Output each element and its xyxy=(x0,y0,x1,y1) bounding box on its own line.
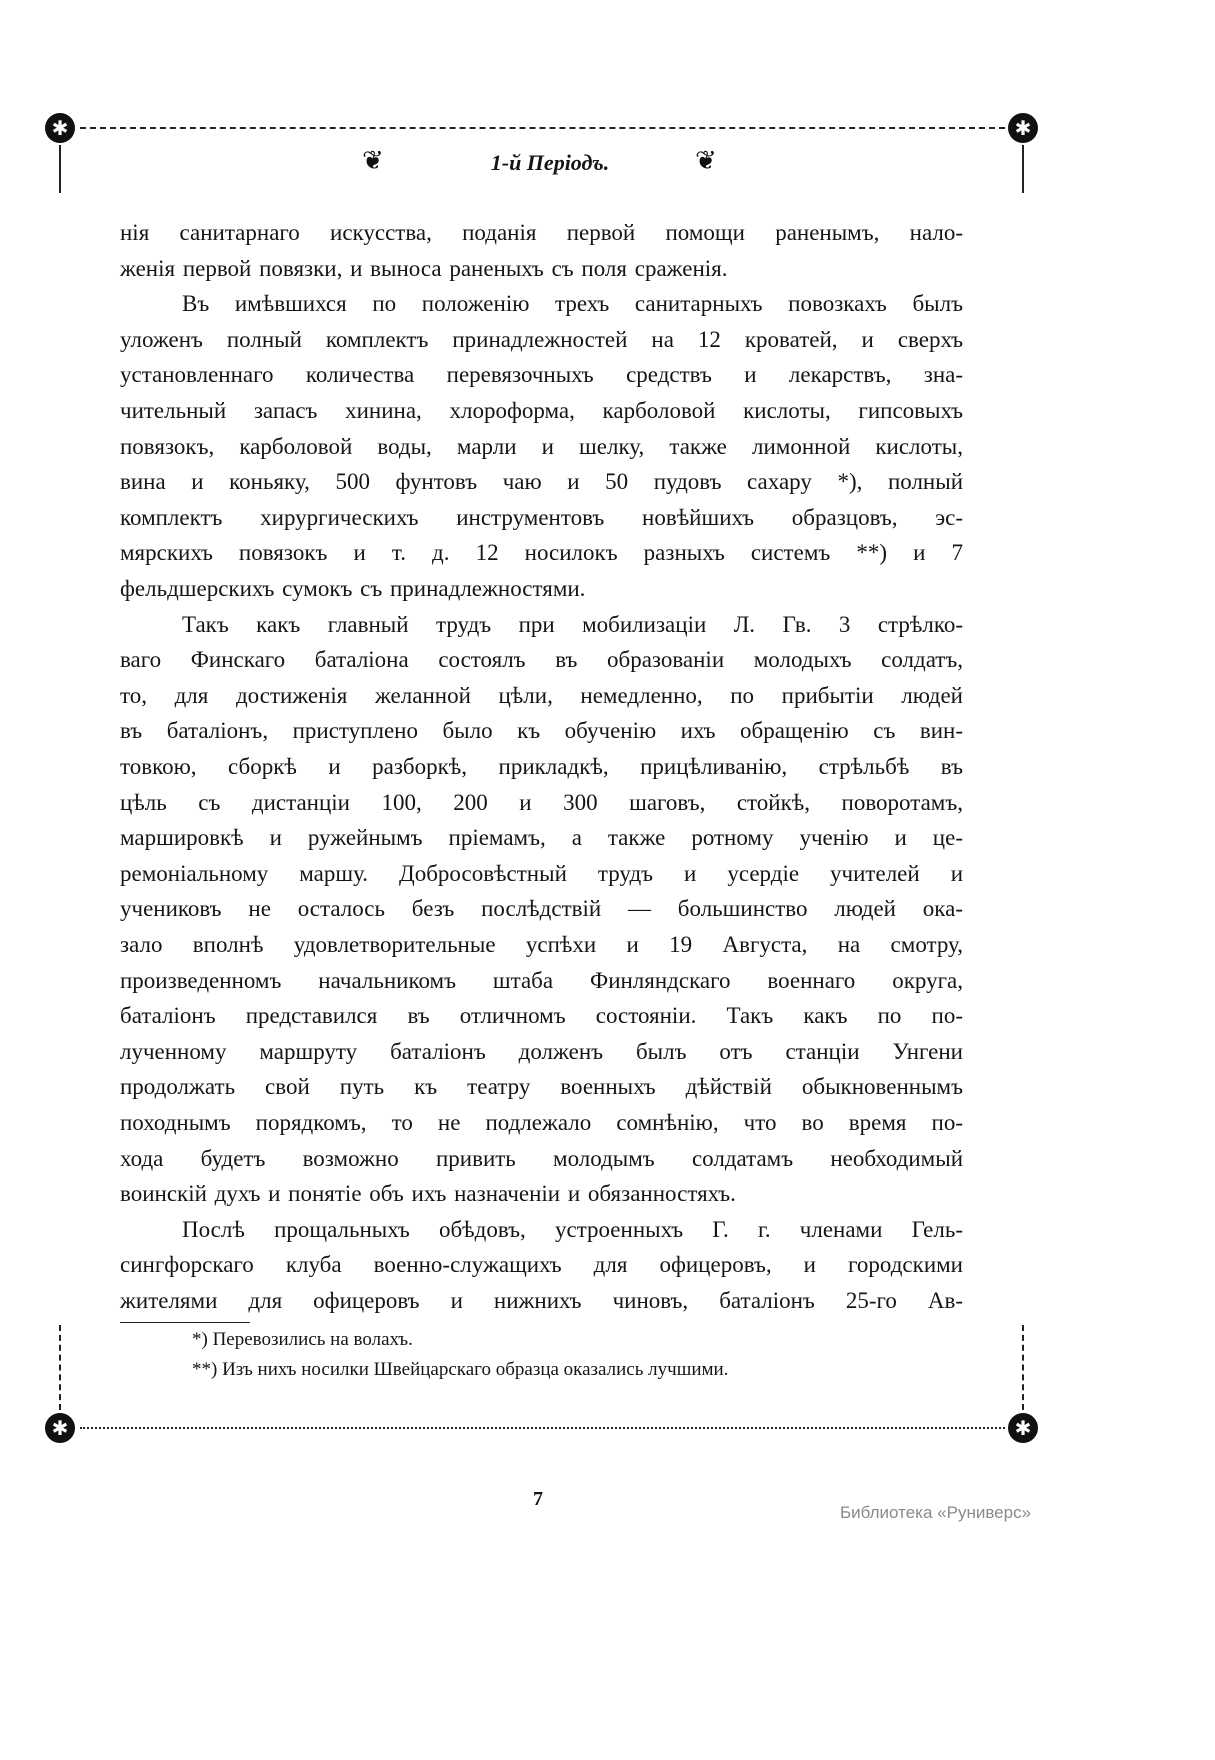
text-line: чительный запасъ хинина, хлороформа, карболовой кислоты, гипсовыхъ xyxy=(120,398,963,423)
text-line: продолжать свой путь къ театру военныхъ дѣйствій обыкновеннымъ xyxy=(120,1074,963,1100)
running-title: 1-й Періодъ. xyxy=(490,150,610,175)
text-line: то, для достиженія желанной цѣли, немедленно, по прибытіи людей xyxy=(120,682,963,708)
text-line: товкою, сборкѣ и разборкѣ, прикладкѣ, прицѣливанію, стрѣльбѣ въ xyxy=(120,754,963,779)
text-line: маршировкѣ и ружейнымъ пріемамъ, а также ротному ученію и це- xyxy=(120,825,963,851)
text-line: учениковъ не осталось безъ послѣдствій — большинство людей ока- xyxy=(120,896,963,922)
rosette-ornament-icon xyxy=(45,113,75,143)
rosette-ornament-icon xyxy=(1008,113,1038,143)
text-line: уложенъ полный комплектъ принадлежностей на 12 кроватей, и сверхъ xyxy=(120,326,963,352)
text-line: цѣль съ дистанціи 100, 200 и 300 шаговъ, стойкѣ, поворотамъ, xyxy=(120,789,963,815)
text-line: баталіонъ представился въ отличномъ состояніи. Такъ какъ по по- xyxy=(120,1003,963,1029)
header-ornament-right-icon: ❦ xyxy=(695,146,717,176)
text-line: произведенномъ начальникомъ штаба Финляндскаго военнаго округа, xyxy=(120,967,963,993)
left-bottom-flourish xyxy=(59,1325,61,1410)
text-line: Въ имѣвшихся по положенію трехъ санитарныхъ повозкахъ былъ xyxy=(182,291,963,317)
text-line: Такъ какъ главный трудъ при мобилизаціи Л. Гв. 3 стрѣлко- xyxy=(182,611,963,637)
text-line: женія первой повязки, и выноса раненыхъ съ поля сраженія. xyxy=(120,255,728,281)
rosette-ornament-icon xyxy=(1008,1413,1038,1443)
rosette-ornament-icon xyxy=(45,1413,75,1443)
text-line: воинскій духъ и понятіе объ ихъ назначеніи и обязанностяхъ. xyxy=(120,1181,736,1207)
bottom-border-rule xyxy=(80,1427,1005,1429)
text-line: повязокъ, карболовой воды, марли и шелку, также лимонной кислоты, xyxy=(120,433,963,459)
footnote: **) Изъ нихъ носилки Швейцарскаго образца оказались лучшими. xyxy=(192,1359,729,1380)
left-top-flourish xyxy=(59,145,61,193)
footnote: *) Перевозились на волахъ. xyxy=(192,1329,413,1350)
text-line: фельдшерскихъ сумокъ съ принадлежностями. xyxy=(120,576,586,601)
text-line: жителями для офицеровъ и нижнихъ чиновъ, баталіонъ 25-го Ав- xyxy=(120,1288,963,1313)
text-line: въ баталіонъ, приступлено было къ обученію ихъ обращенію съ вин- xyxy=(120,718,963,744)
page-number: 7 xyxy=(533,1488,543,1510)
header-ornament-left-icon: ❦ xyxy=(362,146,384,176)
watermark: Библиотека «Руниверс» xyxy=(840,1503,1032,1522)
text-line: лученному маршруту баталіонъ долженъ былъ отъ станціи Унгени xyxy=(120,1038,963,1064)
text-line: зало вполнѣ удовлетворительные успѣхи и 19 Августа, на смотру, xyxy=(120,932,963,957)
text-line: Послѣ прощальныхъ обѣдовъ, устроенныхъ Г. г. членами Гель- xyxy=(182,1216,963,1242)
text-line: походнымъ порядкомъ, то не подлежало сомнѣнію, что во время по- xyxy=(120,1110,963,1135)
text-line: сингфорскаго клуба военно-служащихъ для офицеровъ, и городскими xyxy=(120,1252,963,1278)
top-border-rule xyxy=(80,127,1005,129)
footnote-rule xyxy=(120,1322,250,1323)
text-line: мярскихъ повязокъ и т. д. 12 носилокъ разныхъ системъ **) и 7 xyxy=(120,540,963,566)
text-line: вина и коньяку, 500 фунтовъ чаю и 50 пудовъ сахару *), полный xyxy=(120,469,963,495)
text-line: ремоніальному маршу. Добросовѣстный трудъ и усердіе учителей и xyxy=(120,860,963,886)
text-line: ваго Финскаго баталіона состоялъ въ образованіи молодыхъ солдатъ, xyxy=(120,647,963,673)
right-bottom-flourish xyxy=(1022,1325,1024,1410)
text-line: установленнаго количества перевязочныхъ средствъ и лекарствъ, зна- xyxy=(120,362,963,388)
text-line: хода будетъ возможно привить молодымъ солдатамъ необходимый xyxy=(120,1145,963,1171)
right-top-flourish xyxy=(1022,145,1024,193)
text-line: комплектъ хирургическихъ инструментовъ новѣйшихъ образцовъ, эс- xyxy=(120,504,963,530)
text-line: нія санитарнаго искусства, поданія первой помощи раненымъ, нало- xyxy=(120,220,963,245)
